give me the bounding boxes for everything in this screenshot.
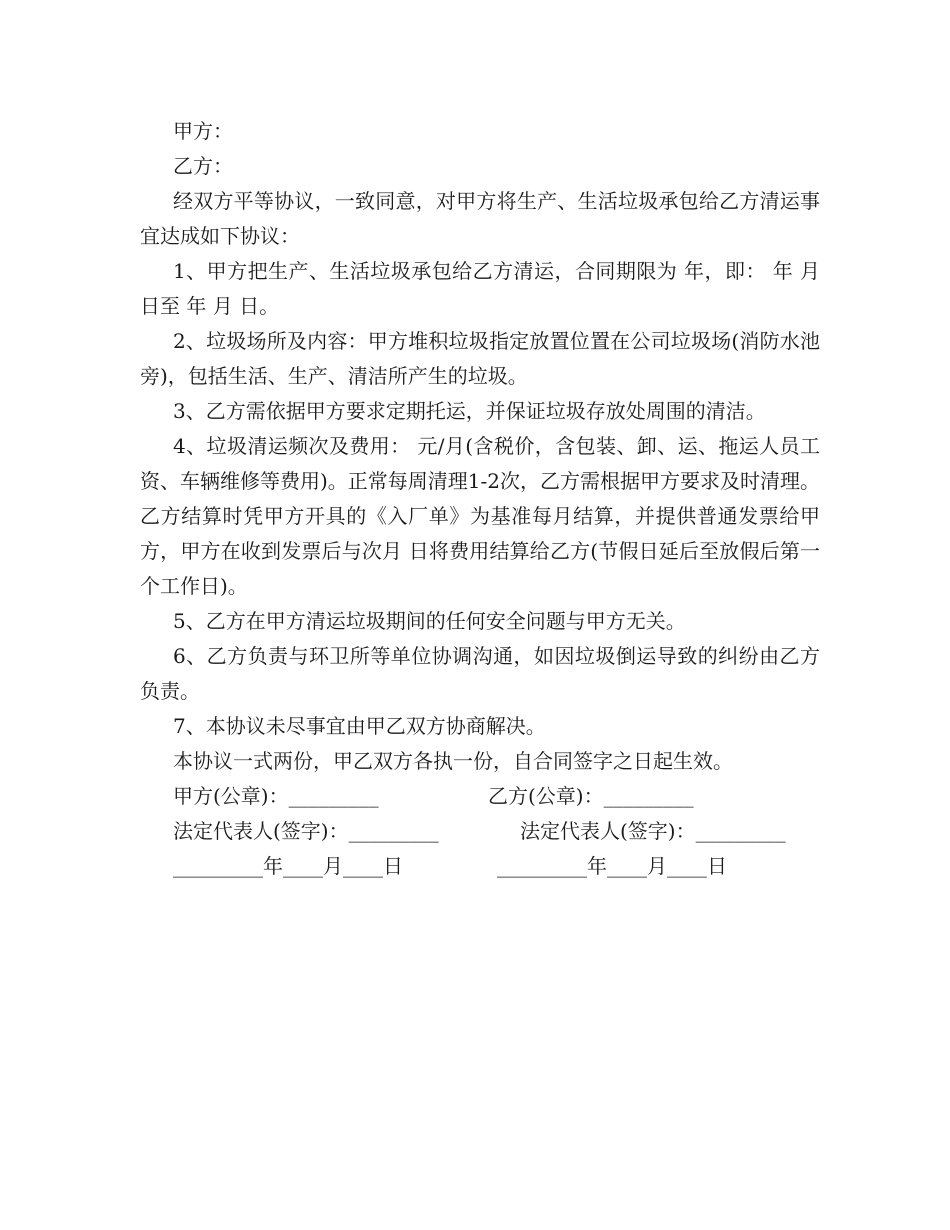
clause-3: 3、乙方需依据甲方要求定期托运，并保证垃圾存放处周围的清洁。 [173, 399, 766, 423]
effective-clause: 本协议一式两份，甲乙双方各执一份，自合同签字之日起生效。 [173, 749, 733, 773]
clause-1: 1、甲方把生产、生活垃圾承包给乙方清运，合同期限为 年，即： 年 月 日至 年 月 日。 [140, 259, 820, 318]
party-a-date-field: _________年____月____日 [173, 854, 403, 878]
representative-row [140, 814, 820, 849]
party-b-line: 乙方： [173, 154, 233, 178]
party-b-date-field: _________年____月____日 [497, 854, 727, 878]
clause-2: 2、垃圾场所及内容：甲方堆积垃圾指定放置位置在公司垃圾场(消防水池旁)，包括生活、生产、清洁所产生的垃圾。 [140, 329, 820, 388]
clause-4: 4、垃圾清运频次及费用： 元/月(含税价，含包装、卸、运、拖运人员工资、车辆维修等费用)。正常每周清理1-2次，乙方需根据甲方要求及时清理。乙方结算时凭甲方开具的《入厂单》为基准每月结算，并提供普通发票给甲方，甲方在收到发票后与次月 日将费用结算给乙方(节假日延后至放假后第一个工作日)。 [140, 434, 821, 598]
party-b-rep-field: 法定代表人(签字)：_________ [520, 819, 786, 843]
party-a-seal-field: 甲方(公章)：_________ [173, 784, 379, 808]
seal-row [140, 779, 820, 814]
party-b-seal-field: 乙方(公章)：_________ [488, 784, 694, 808]
clause-6: 6、乙方负责与环卫所等单位协调沟通，如因垃圾倒运导致的纠纷由乙方负责。 [140, 644, 820, 703]
clause-5: 5、乙方在甲方清运垃圾期间的任何安全问题与甲方无关。 [173, 609, 686, 633]
intro-paragraph: 经双方平等协议，一致同意，对甲方将生产、生活垃圾承包给乙方清运事宜达成如下协议： [140, 189, 820, 248]
party-a-rep-field: 法定代表人(签字)：_________ [173, 819, 439, 843]
agreement-body [140, 114, 820, 884]
clause-7: 7、本协议未尽事宜由甲乙双方协商解决。 [173, 714, 546, 738]
date-row [140, 849, 820, 884]
party-a-line: 甲方： [173, 119, 233, 143]
